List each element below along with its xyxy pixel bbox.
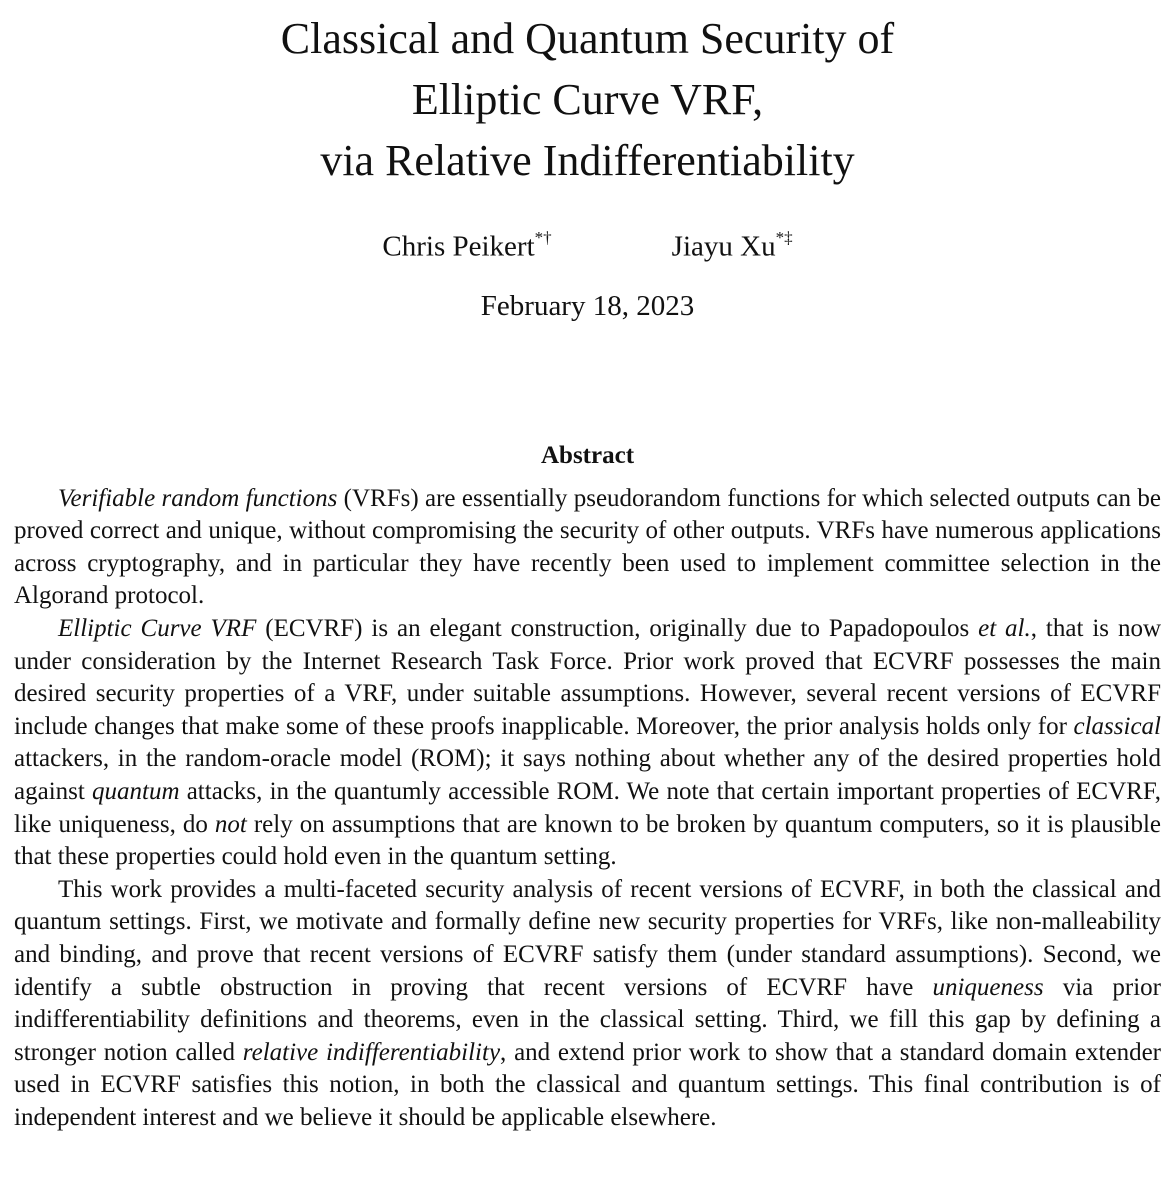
emphasized-text: uniqueness: [932, 973, 1044, 1001]
author-1-name: Chris Peikert: [382, 230, 535, 263]
author-2-name: Jiayu Xu: [671, 230, 776, 263]
abstract-paragraph-1: [14, 483, 1161, 613]
abstract-body: [14, 483, 1161, 1135]
text-run: , that is now under consideration by the Internet Research Task Force. Prior work proved that ECVRF possesses the main desired security properties of a VRF, under suitable assumptions. However, several recent versions of ECVRF include changes that make some of these proofs inapplicable. Moreover, the prior analysis holds only for: [14, 615, 1161, 740]
author-2-marks: *‡: [775, 228, 793, 247]
abstract-paragraph-2: [14, 613, 1161, 874]
text-run: , and extend prior work to show that a standard domain extender used in ECVRF satisfies this notion, in both the classical and quantum settings. This final contribution is of independent interest and we believe it should be applicable elsewhere.: [14, 1038, 1161, 1131]
emphasized-text: quantum: [92, 778, 180, 805]
text-run: attacks, in the quantumly accessible ROM. We note that certain important properties of ECVRF, like uniqueness, do: [14, 778, 1161, 838]
text-run: rely on assumptions that are known to be broken by quantum computers, so it is plausible that these properties could hold even in the quantum setting.: [14, 810, 1161, 871]
author-1-marks: *†: [534, 228, 552, 247]
abstract-paragraph-3: [14, 874, 1161, 1135]
emphasized-text: Verifiable random functions: [58, 484, 338, 512]
emphasized-text: classical: [1073, 712, 1161, 740]
abstract-heading: Abstract: [540, 441, 635, 469]
title-line-2: Elliptic Curve VRF,: [411, 75, 764, 124]
author-2: [672, 223, 793, 264]
title-line-1: Classical and Quantum Security of: [280, 14, 895, 63]
text-run: This work provides a multi-faceted security analysis of recent versions of ECVRF, in both the classical and quantum settings. First, we motivate and formally define new security properties for VRFs, like non-malleability and binding, and prove that recent versions of ECVRF satisfy them (under standard assumptions). Second, we identify a subtle obstruction in proving that recent versions of ECVRF have: [14, 875, 1161, 1001]
emphasized-text: not: [214, 810, 247, 838]
text-run: attackers, in the random-oracle model (ROM); it says nothing about whether any of the desired properties hold against: [14, 745, 1161, 805]
paper-title: [14, 0, 1161, 191]
author-list: [14, 223, 1161, 264]
text-run: (VRFs) are essentially pseudorandom functions for which selected outputs can be proved correct and unique, without compromising the security of other outputs. VRFs have numerous applications across cryptography, and in particular they have recently been used to implement committee selection in the Algorand protocol.: [14, 484, 1161, 610]
author-1: [382, 223, 551, 264]
publication-date: February 18, 2023: [480, 289, 695, 322]
text-run: (ECVRF) is an elegant construction, originally due to Papadopoulos: [256, 615, 979, 643]
emphasized-text: Elliptic Curve VRF: [58, 615, 257, 643]
text-run: via prior indifferentiability definitions and theorems, even in the classical setting. Third, we fill this gap by defining a stronger notion called: [14, 973, 1162, 1066]
emphasized-text: et al.: [978, 615, 1031, 643]
title-line-3: via Relative Indifferentiability: [320, 136, 855, 185]
emphasized-text: relative indifferentiability: [242, 1038, 501, 1066]
